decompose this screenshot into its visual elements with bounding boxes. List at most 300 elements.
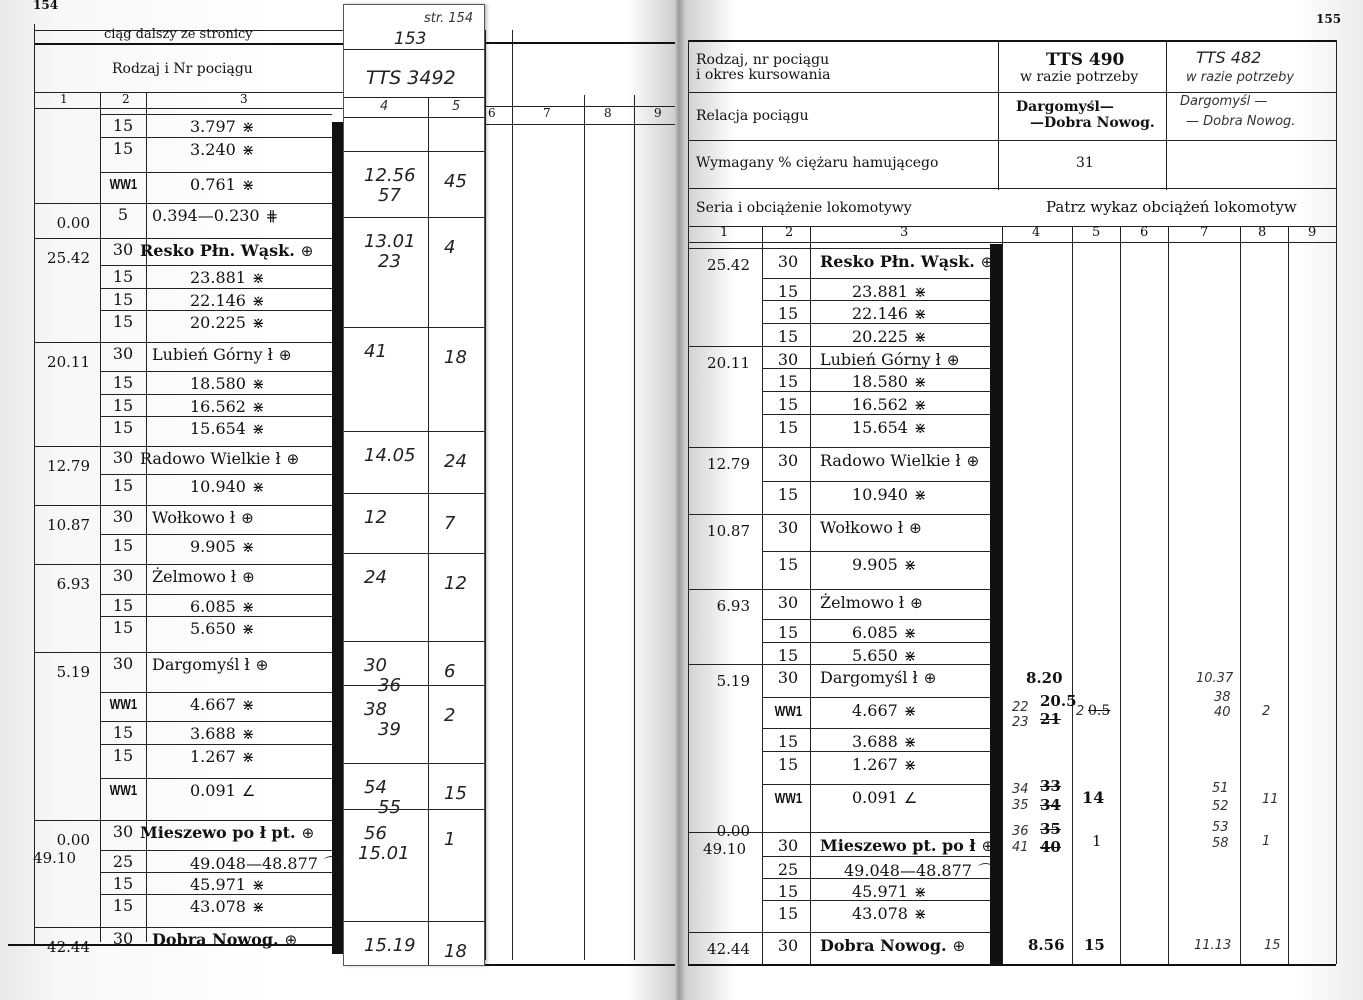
left-speed [101, 654, 145, 673]
right-row-rule [688, 346, 990, 347]
crossing-icon: ⋇ [241, 725, 255, 743]
strip-col-5: 5 [452, 99, 461, 114]
left-station [152, 345, 291, 364]
hw-note: w razie potrzeby [1186, 70, 1295, 85]
right-station-name: Radowo Wielkie ł [820, 451, 961, 470]
right-speed [766, 623, 810, 642]
right-km-2: 49.10 [703, 840, 746, 858]
right-station-name: 10.940 [852, 485, 908, 504]
strip-min: 7 [444, 513, 456, 534]
crossing-icon: ⋇ [241, 620, 255, 638]
left-station-name: 15.654 [190, 419, 246, 438]
right-row-rule [762, 481, 990, 482]
left-station [152, 655, 268, 674]
right-col-number: 8 [1258, 225, 1267, 240]
hdr-period: i okres kursowania [696, 67, 831, 83]
right-speed-value: 15 [777, 623, 799, 642]
right-station [852, 485, 927, 504]
left-speed-value: 15 [112, 596, 134, 615]
left-row-rule [100, 778, 332, 779]
loco-note: Patrz wykaz obciążeń lokomotyw [1046, 198, 1297, 216]
left-station [190, 897, 265, 916]
strip-col-4: 4 [380, 99, 389, 114]
left-station-name: 45.971 [190, 875, 246, 894]
strip-time-b: 57 [378, 185, 401, 206]
right-row-rule [762, 300, 990, 301]
crossing-icon: ⋕ [265, 207, 279, 225]
right-speed [766, 418, 810, 437]
left-station-name: 1.267 [190, 747, 236, 766]
left-km-2: 49.10 [33, 849, 76, 867]
left-row-rule [34, 203, 332, 204]
crossing-icon: ⋇ [251, 876, 265, 894]
brake-value: 31 [1076, 155, 1094, 171]
crossing-icon: ⋇ [241, 748, 255, 766]
right-speed-ww1: WW1 [774, 790, 802, 807]
right-speed [766, 518, 810, 537]
right-station-name: 20.225 [852, 327, 908, 346]
left-station [190, 853, 339, 874]
right-row-rule [688, 248, 990, 249]
strip-row-rule [344, 217, 484, 218]
right-station-name: 18.580 [852, 372, 908, 391]
left-speed-value: 30 [112, 822, 134, 841]
strip-row-rule [344, 809, 484, 810]
right-col-number: 2 [785, 225, 794, 240]
right-row-rule [762, 278, 990, 279]
left-speed-value: 15 [112, 373, 134, 392]
left-station [140, 449, 299, 468]
left-speed-value: 15 [112, 312, 134, 331]
left-station-name: 0.091 [190, 781, 236, 800]
right-station [852, 904, 927, 923]
crossing-icon: ⋇ [251, 478, 265, 496]
left-speed [101, 596, 145, 615]
strip-min: 12 [444, 573, 467, 594]
crossing-icon: ⋇ [241, 141, 255, 159]
left-speed-value: 25 [112, 852, 134, 871]
right-speed [766, 252, 810, 271]
left-row-rule [100, 872, 332, 873]
right-station [852, 732, 916, 751]
left-speed [101, 852, 145, 871]
right-station-name: 43.078 [852, 904, 908, 923]
strip-time-a: 12.56 [364, 165, 416, 186]
left-page-number: 154 [33, 0, 59, 12]
left-station [190, 724, 254, 743]
right-speed-value: 15 [777, 282, 799, 301]
right-row-rule [762, 619, 990, 620]
left-speed [101, 476, 145, 495]
left-row-rule [34, 564, 332, 565]
left-station-name: Mieszewo po ł pt. [140, 823, 296, 842]
right-row-rule [762, 751, 990, 752]
right-speed [766, 350, 810, 369]
strip-time-b: 39 [378, 719, 401, 740]
right-speed-value: 15 [777, 904, 799, 923]
left-train-header: Rodzaj i Nr pociągu [112, 61, 253, 77]
time-ww1b-4b: 34 [1040, 796, 1061, 814]
left-station [190, 397, 265, 416]
right-station [852, 282, 927, 301]
right-station [852, 788, 917, 807]
train-note: w razie potrzeby [1020, 69, 1139, 85]
right-speed [766, 882, 810, 901]
left-row-rule [100, 894, 332, 895]
left-station [190, 291, 265, 310]
station-symbol-icon: ⊕ [952, 937, 966, 955]
station-symbol-icon: ⊕ [923, 669, 937, 687]
right-speed-value: 15 [777, 372, 799, 391]
crossing-icon: ⋇ [903, 624, 917, 642]
crossing-icon: ⋇ [913, 883, 927, 901]
time-ww1a-5hw: 2 [1076, 704, 1085, 719]
strip-time-a: 12 [364, 507, 387, 528]
left-km: 0.00 [56, 214, 90, 232]
crossing-icon: ⋇ [913, 305, 927, 323]
right-speed-value: 30 [777, 350, 799, 369]
station-symbol-icon: ⊕ [946, 351, 960, 369]
left-speed-value: 15 [112, 418, 134, 437]
left-km: 12.79 [47, 457, 90, 475]
left-speed [101, 507, 145, 526]
left-station [190, 781, 255, 800]
crossing-icon: ⋇ [251, 420, 265, 438]
right-speed [766, 701, 810, 720]
right-row-rule [762, 728, 990, 729]
right-station-name: 16.562 [852, 395, 908, 414]
crossing-icon: ⋇ [903, 756, 917, 774]
left-speed [101, 174, 145, 193]
right-col-number: 9 [1308, 225, 1317, 240]
right-row-rule [762, 368, 990, 369]
left-station [190, 419, 265, 438]
strip-min: 6 [444, 661, 456, 682]
left-speed-value: 30 [112, 654, 134, 673]
col7-mies: 53 58 [1212, 820, 1229, 851]
left-station-name: 4.667 [190, 695, 236, 714]
crossing-icon: ⋇ [913, 486, 927, 504]
left-station-name: Radowo Wielkie ł [140, 449, 281, 468]
right-km: 5.19 [716, 672, 750, 690]
crossing-icon: ⋇ [241, 696, 255, 714]
right-speed-value: 30 [777, 593, 799, 612]
left-speed-ww1: WW1 [109, 176, 137, 193]
right-station [820, 518, 922, 537]
left-row-rule [100, 265, 332, 266]
left-station-name: 23.881 [190, 268, 246, 287]
time-ww1a-5: 0.5 [1088, 703, 1111, 719]
left-speed-value: 30 [112, 507, 134, 526]
left-station-name: 0.394—0.230 [152, 206, 260, 225]
right-station-name: 4.667 [852, 701, 898, 720]
right-station [820, 252, 993, 271]
crossing-icon: ⋇ [251, 398, 265, 416]
right-station [852, 327, 927, 346]
col8-ww1a: 2 [1262, 704, 1271, 719]
left-row-rule [100, 114, 332, 115]
left-speed [101, 694, 145, 713]
right-row-rule [762, 551, 990, 552]
strip-time-a: 30 [364, 655, 387, 676]
crossing-icon: ⋇ [903, 702, 917, 720]
strip-time-a: 14.05 [364, 445, 416, 466]
left-km: 25.42 [47, 249, 90, 267]
left-station-name: 0.761 [190, 175, 236, 194]
right-station-name: Dobra Nowog. [820, 936, 947, 955]
right-speed-value: 15 [777, 304, 799, 323]
strip-time-b: 55 [378, 797, 401, 818]
time-mies-4hw: 36 41 [1012, 824, 1029, 855]
col7-ww1b: 51 52 [1212, 781, 1229, 814]
strip-time-b: 15.01 [358, 843, 410, 864]
right-station [852, 623, 916, 642]
right-speed-value: 30 [777, 836, 799, 855]
right-station-name: Żelmowo ł [820, 593, 905, 612]
left-station-name: 3.797 [190, 117, 236, 136]
right-speed [766, 555, 810, 574]
right-speed [766, 936, 810, 955]
strip-row-rule [344, 921, 484, 922]
left-row-rule [100, 692, 332, 693]
crossing-icon: ⋇ [251, 269, 265, 287]
left-speed [101, 418, 145, 437]
crossing-icon: ⋇ [913, 283, 927, 301]
right-col-number: 1 [720, 225, 729, 240]
crossing-icon: ⋇ [913, 396, 927, 414]
right-km: 0.00 [716, 822, 750, 840]
crossing-icon: ⋇ [241, 118, 255, 136]
right-speed [766, 788, 810, 807]
left-station [190, 117, 254, 136]
right-km: 42.44 [707, 940, 750, 958]
left-station-name: 5.650 [190, 619, 236, 638]
time-ww1b-4hw: 34 35 [1012, 782, 1029, 813]
crossing-icon: ⋇ [913, 328, 927, 346]
right-station [820, 668, 936, 687]
right-speed [766, 395, 810, 414]
station-symbol-icon: ⊕ [980, 253, 994, 271]
right-page-number: 155 [1316, 12, 1342, 26]
left-speed [101, 396, 145, 415]
right-row-rule [762, 784, 990, 785]
station-symbol-icon: ⊕ [242, 568, 255, 586]
left-speed-value: 5 [117, 205, 129, 224]
left-station [190, 619, 254, 638]
station-symbol-icon: ⊕ [910, 594, 923, 612]
left-speed-value: 15 [112, 139, 134, 158]
hw-train: TTS 482 [1196, 48, 1262, 67]
left-station [140, 241, 313, 260]
left-speed-value: 15 [112, 290, 134, 309]
right-row-rule [762, 323, 990, 324]
strip-time-a: 13.01 [364, 231, 416, 252]
right-station-name: 3.688 [852, 732, 898, 751]
right-station-name: 1.267 [852, 755, 898, 774]
left-speed [101, 618, 145, 637]
right-station [852, 555, 916, 574]
left-speed [101, 312, 145, 331]
left-station-name: 10.940 [190, 477, 246, 496]
right-km: 6.93 [716, 597, 750, 615]
right-station-name: 23.881 [852, 282, 908, 301]
crossing-icon: ⌒ [323, 855, 339, 873]
right-station-name: Mieszewo pt. po ł [820, 836, 976, 855]
crossing-icon: ⋇ [241, 598, 255, 616]
crossing-icon: ⋇ [913, 373, 927, 391]
left-row-rule [34, 927, 332, 928]
crossing-icon: ⋇ [903, 733, 917, 751]
right-km: 10.87 [707, 522, 750, 540]
left-row-rule [100, 310, 332, 311]
right-station-name: 22.146 [852, 304, 908, 323]
left-km: 5.19 [56, 663, 90, 681]
right-km: 25.42 [707, 256, 750, 274]
left-km: 42.44 [47, 938, 90, 956]
right-col-number: 6 [1140, 225, 1149, 240]
strip-row-rule [344, 327, 484, 328]
right-speed-value: 15 [777, 395, 799, 414]
right-row-rule [688, 932, 990, 933]
right-station [852, 395, 927, 414]
strip-row-rule [344, 493, 484, 494]
left-col-1: 1 [60, 92, 68, 106]
crossing-icon: ⋇ [241, 538, 255, 556]
right-speed [766, 904, 810, 923]
left-row-rule [100, 416, 332, 417]
left-speed-value: 15 [112, 874, 134, 893]
left-col-6: 6 [488, 106, 496, 120]
left-col-3: 3 [240, 92, 248, 106]
left-station [190, 374, 265, 393]
right-station-name: 15.654 [852, 418, 908, 437]
right-speed-value: 15 [777, 327, 799, 346]
station-symbol-icon: ⊕ [241, 509, 254, 527]
left-km: 0.00 [56, 831, 90, 849]
relation-line-1: Dargomyśl— [1016, 99, 1114, 115]
left-station [152, 508, 254, 527]
left-station-name: Lubień Górny ł [152, 345, 273, 364]
left-station-name: Dobra Nowog. [152, 930, 279, 949]
right-speed [766, 646, 810, 665]
right-station-name: 45.971 [852, 882, 908, 901]
right-speed [766, 282, 810, 301]
left-speed [101, 116, 145, 135]
left-speed [101, 139, 145, 158]
right-speed-value: 30 [777, 668, 799, 687]
left-station [140, 823, 314, 842]
left-speed-value: 30 [112, 448, 134, 467]
left-station-name: 22.146 [190, 291, 246, 310]
right-station [820, 836, 994, 855]
crossing-icon: ⋇ [251, 898, 265, 916]
left-station-name: 3.688 [190, 724, 236, 743]
right-speed-value: 15 [777, 755, 799, 774]
right-row-rule [688, 589, 990, 590]
pasted-strip [343, 4, 485, 966]
left-station-name: Dargomyśl ł [152, 655, 250, 674]
right-speed-value: 30 [777, 252, 799, 271]
strip-min: 18 [444, 941, 467, 962]
time-dobra-5: 15 [1084, 936, 1105, 954]
hdr-kind: Rodzaj, nr pociągu [696, 52, 830, 68]
time-dargomysl: 8.20 [1026, 669, 1063, 687]
strip-time-a: 41 [364, 341, 387, 362]
col7-dargomysl: 10.37 [1196, 671, 1234, 686]
left-station [190, 875, 265, 894]
right-station-name: 0.091 [852, 788, 898, 807]
right-speed-ww1: WW1 [774, 703, 802, 720]
hdr-loco: Seria i obciążenie lokomotywy [696, 200, 912, 216]
left-row-rule [100, 288, 332, 289]
left-station-name: 9.905 [190, 537, 236, 556]
time-mies-4a: 35 [1040, 820, 1061, 838]
strip-min: 18 [444, 347, 467, 368]
right-speed [766, 304, 810, 323]
right-speed [766, 327, 810, 346]
strip-min: 4 [444, 237, 456, 258]
left-speed [101, 448, 145, 467]
right-speed [766, 755, 810, 774]
right-row-rule [762, 856, 990, 857]
strip-time-a: 54 [364, 777, 387, 798]
left-station-name: 49.048—48.877 [190, 854, 318, 873]
strip-row-rule [344, 553, 484, 554]
right-station [820, 936, 965, 955]
strip-time-b: 36 [378, 675, 401, 696]
right-route-bar [990, 244, 1002, 964]
left-station [152, 567, 255, 586]
left-row-rule [100, 474, 332, 475]
left-speed-ww1: WW1 [109, 696, 137, 713]
left-speed [101, 929, 145, 948]
left-station-name: 16.562 [190, 397, 246, 416]
crossing-icon: ⋇ [903, 556, 917, 574]
time-ww1b-5: 14 [1082, 788, 1105, 807]
strip-min: 15 [444, 783, 467, 804]
left-speed [101, 267, 145, 286]
left-row-rule [34, 342, 332, 343]
right-row-rule [762, 391, 990, 392]
strip-row-rule [344, 431, 484, 432]
right-speed [766, 836, 810, 855]
right-speed [766, 860, 810, 879]
right-station-name: 9.905 [852, 555, 898, 574]
left-speed [101, 746, 145, 765]
left-speed-ww1: WW1 [109, 782, 137, 799]
left-speed [101, 205, 145, 224]
left-speed [101, 874, 145, 893]
left-speed-value: 30 [112, 929, 134, 948]
switch-icon: ∠ [241, 782, 256, 800]
right-km: 12.79 [707, 455, 750, 473]
col8-mies: 1 [1262, 834, 1271, 849]
left-speed [101, 822, 145, 841]
left-speed-value: 15 [112, 396, 134, 415]
right-speed-value: 30 [777, 451, 799, 470]
col7-ww1a: 38 40 [1214, 690, 1231, 720]
station-symbol-icon: ⊕ [300, 242, 314, 260]
left-row-rule [100, 172, 332, 173]
left-row-rule [100, 721, 332, 722]
right-station [852, 882, 927, 901]
right-speed [766, 668, 810, 687]
left-station-name: Resko Płn. Wąsk. [140, 241, 295, 260]
right-row-rule [688, 447, 990, 448]
strip-time-a: 38 [364, 699, 387, 720]
right-speed-value: 15 [777, 485, 799, 504]
left-station-name: 20.225 [190, 313, 246, 332]
